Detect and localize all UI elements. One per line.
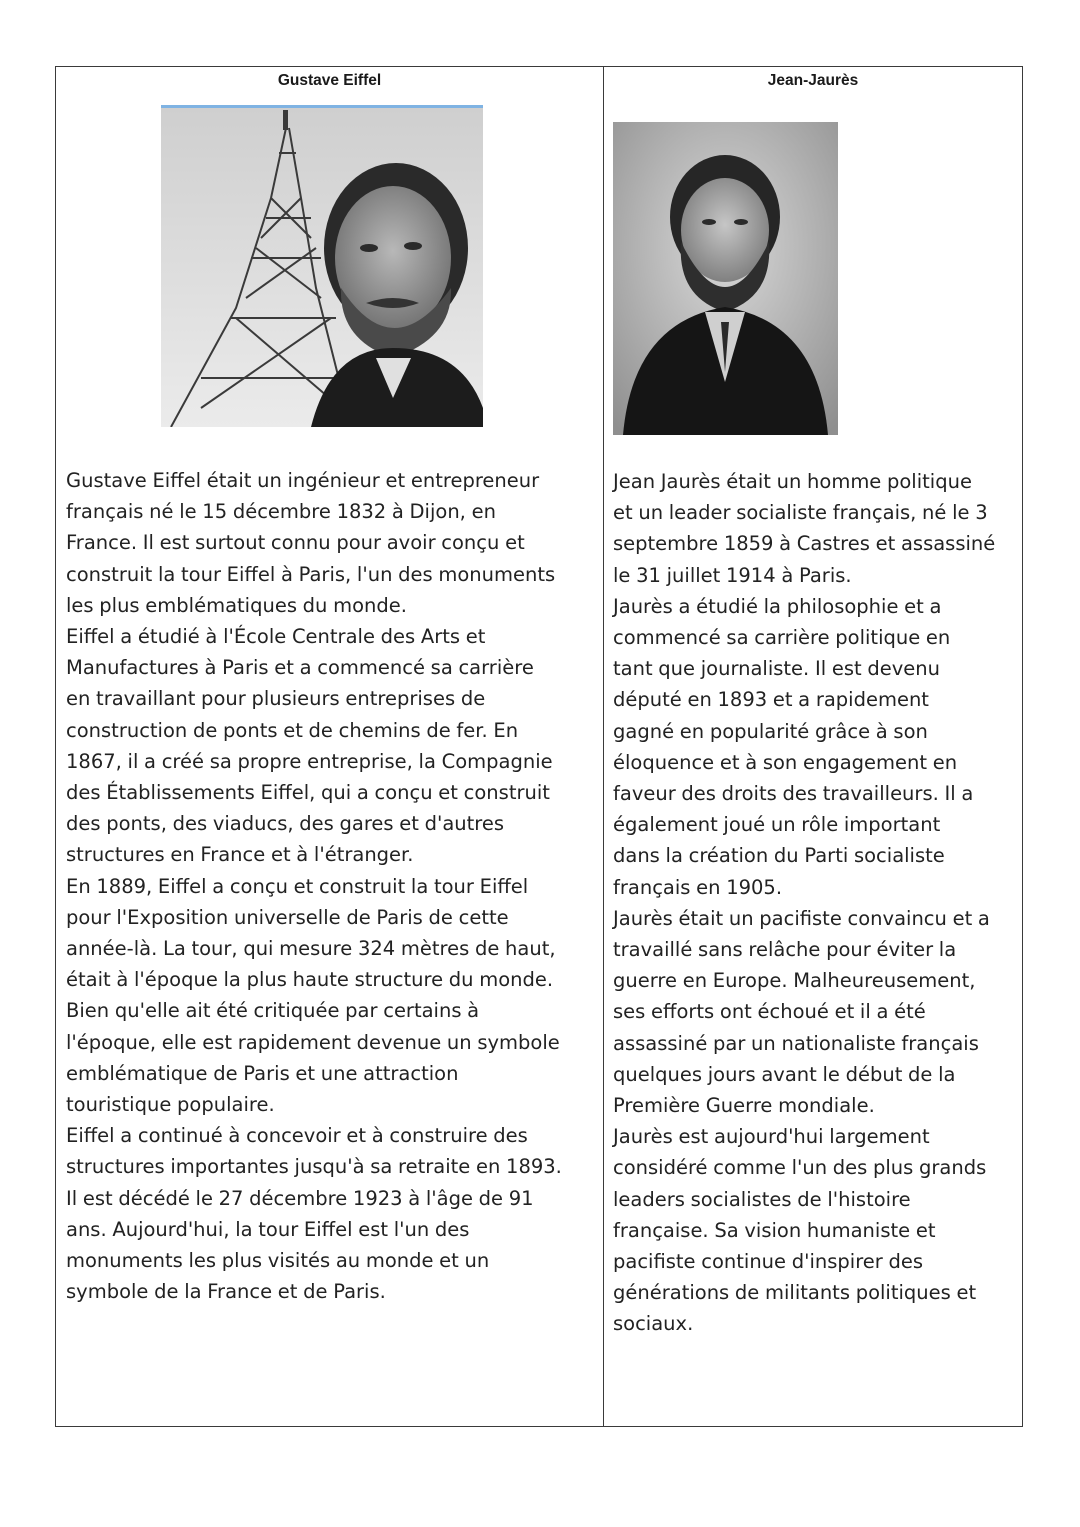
jaures-portrait-image [613,122,838,435]
eiffel-biography-text: Gustave Eiffel était un ingénieur et entrepreneur français né le 15 décembre 1832 à Dijon, en France. Il est surtout connu pour avoir conçu et construit la tour Eiffel à Paris, l'un des monuments les plus emblématiques du monde. Eiffel a étudié à l'École Centrale des Arts et Manufactures à Paris et a commencé sa carrière en travaillant pour plusieurs entreprises de construction de ponts et de chemins de fer. En 1867, il a créé sa propre entreprise, la Compagnie des Établissements Eiffel, qui a conçu et construit des ponts, des viaducs, des gares et d'autres structures en France et à l'étranger. En 1889, Eiffel a conçu et construit la tour Eiffel pour l'Exposition universelle de Paris de cette année-là. La tour, qui mesure 324 mètres de haut, était à l'époque la plus haute structure du monde. Bien qu'elle ait été critiquée par certains à l'époque, elle est rapidement devenue un symbole emblématique de Paris et une attraction touristique populaire. Eiffel a continué à concevoir et à construire des structures importantes jusqu'à sa retraite en 1893. Il est décédé le 27 décembre 1923 à l'âge de 91 ans. Aujourd'hui, la tour Eiffel est l'un des monuments les plus visités au monde et un symbole de la France et de Paris. [66,469,562,1304]
column-title-jaures: Jean-Jaurès [767,72,859,89]
biography-table [55,66,1023,1427]
column-gustave-eiffel [56,67,603,1426]
jaures-biography-text: Jean Jaurès était un homme politique et un leader socialiste français, né le 3 septembre 1859 à Castres et assassiné le 31 juillet 1914 à Paris. Jaurès a étudié la philosophie et a commencé sa carrière politique en tant que journaliste. Il est devenu député en 1893 et a rapidement gagné en popularité grâce à son éloquence et à son engagement en faveur des droits des travailleurs. Il a également joué un rôle important dans la création du Parti socialiste français en 1905. Jaurès était un pacifiste convaincu et a travaillé sans relâche pour éviter la guerre en Europe. Malheureusement, ses efforts ont échoué et il a été assassiné par un nationaliste français quelques jours avant le début de la Première Guerre mondiale. Jaurès est aujourd'hui largement considéré comme l'un des plus grands leaders socialistes de l'histoire française. Sa vision humaniste et pacifiste continue d'inspirer des générations de militants politiques et sociaux. [613,470,996,1336]
eiffel-portrait-image [161,105,483,427]
column-title-eiffel: Gustave Eiffel [277,72,382,89]
column-jean-jaures [604,67,1022,1426]
